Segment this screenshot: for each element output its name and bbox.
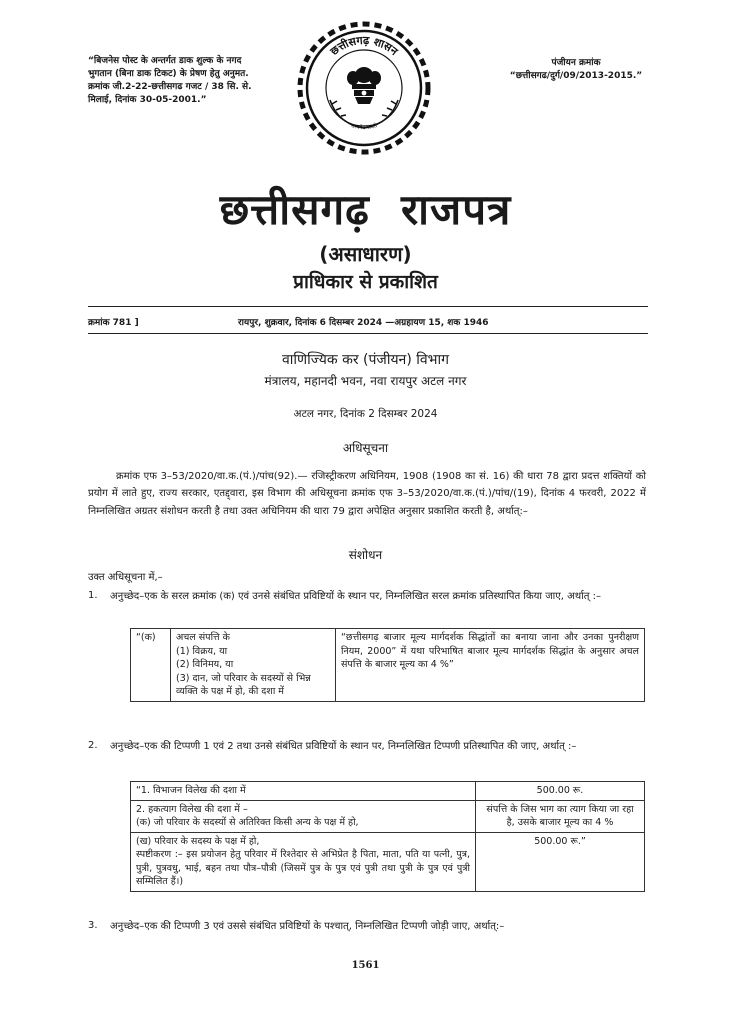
divider-top <box>88 306 648 307</box>
stamp-duty-table-2 <box>130 781 645 892</box>
property-line: अचल संपत्ति के <box>176 632 230 643</box>
property-cell <box>171 629 336 702</box>
item-text: अनुच्छेद–एक के सरल क्रमांक (क) एवं उनसे संबंधित प्रविष्टियों के स्थान पर, निम्नलिखित सरल क्रमांक प्रतिस्थापित किया जाए, अर्थात् :– <box>110 591 601 602</box>
table-row <box>131 800 645 832</box>
registration-block <box>486 57 666 83</box>
emblem-text-bottom: सत्यमेव जयते <box>350 123 378 132</box>
svg-text:सत्यमेव जयते <box>350 122 379 132</box>
page-number: 1561 <box>351 960 380 971</box>
department-address: मंत्रालय, महानदी भवन, नवा रायपुर अटल नगर <box>264 374 467 388</box>
table-row <box>131 629 645 702</box>
amount-cell: 500.00 रू.” <box>476 832 645 891</box>
description-line: 2. हकत्याग विलेख की दशा में – <box>136 803 248 815</box>
notification-paragraph: क्रमांक एफ 3–53/2020/वा.क.(पं.)/पांच(92).— रजिस्ट्रीकरण अधिनियम, 1908 (1908 का सं. 16) की धारा 78 द्वारा प्रदत्त शक्तियों को प्रयोग में लाते हुए, राज्य सरकार, एतद्द्वारा, इस विभाग की अधिसूचना क्रमांक एफ 3–53/2020/वा.क.(पं.)/पांच/(19), दिनांक 4 फरवरी, 2022 में निम्नलिखित अग्रतर संशोधन करती है तथा उक्त अधिनियम की धारा 79 द्वारा अपेक्षित अनुसार प्रकाशित करती है, अर्थात्:– <box>88 471 646 517</box>
registration-label: पंजीयन क्रमांक <box>551 58 601 68</box>
issue-date: रायपुर, शुक्रवार, दिनांक 6 दिसम्बर 2024 —अग्रहायण 15, शक 1946 <box>238 318 489 328</box>
item-text: अनुच्छेद–एक की टिप्पणी 3 एवं उससे संबंधित प्रविष्टियों के पश्चात्, निम्नलिखित टिप्पणी जोड़ी जाए, अर्थात्:– <box>110 921 505 932</box>
gazette-title: छत्तीसगढ़ राजपत्र <box>219 185 512 234</box>
item-number: 2. <box>88 740 98 751</box>
rate-cell: “छत्तीसगढ़ बाजार मूल्य मार्गदर्शक सिद्धांतों का बनाया जाना और उनका पुनरीक्षण नियम, 2000” में यथा परिभाषित बाजार मूल्य मार्गदर्शक सिद्धांत के अनुसार अचल संपत्ति के बाजार मूल्य का 4 %” <box>336 629 645 702</box>
item-text: अनुच्छेद–एक की टिप्पणी 1 एवं 2 तथा उनसे संबंधित प्रविष्टियों के स्थान पर, निम्नलिखित टिप्पणी प्रतिस्थापित की जाए, अर्थात् :– <box>110 741 577 752</box>
divider-bottom <box>88 333 648 334</box>
authority-label: प्राधिकार से प्रकाशित <box>293 271 438 293</box>
property-line: (3) दान, जो परिवार के सदस्यों से भिन्न व्यक्ति के पक्ष में हो, की दशा में <box>176 672 311 697</box>
extraordinary-label: (असाधारण) <box>319 242 412 266</box>
notification-heading: अधिसूचना <box>342 441 389 455</box>
state-emblem-icon <box>296 20 432 156</box>
registration-number: “छत्तीसगढ/दुर्ग/09/2013-2015.” <box>509 71 643 81</box>
item-number: 1. <box>88 590 98 601</box>
serial-cell: “(क) <box>131 629 171 702</box>
amount-cell: संपत्ति के जिस भाग का त्याग किया जा रहा है, उसके बाजार मूल्य का 4 % <box>476 800 645 832</box>
amount-cell: 500.00 रू. <box>476 782 645 801</box>
property-line: (2) विनिमय, या <box>176 659 234 670</box>
description-cell <box>131 832 476 891</box>
explanation-text: स्पष्टीकरण :– इस प्रयोजन हेतु परिवार में रिश्तेदार से अभिप्रेत है पिता, माता, पति या पत्नी, पुत्र, पुत्री, पुत्रवधु, भाई, बहन तथा पौत्र–पौत्री (जिसमें पुत्र के पुत्र एवं पुत्री तथा पुत्री के पुत्र एवं पुत्री सम्मिलित हैं।) <box>136 849 470 887</box>
notice-place-date: अटल नगर, दिनांक 2 दिसम्बर 2024 <box>293 408 438 420</box>
amendment-heading: संशोधन <box>348 548 383 562</box>
description-cell <box>131 800 476 832</box>
department-name: वाणिज्यिक कर (पंजीयन) विभाग <box>281 352 450 368</box>
description-cell: “1. विभाजन विलेख की दशा में <box>131 782 476 801</box>
item-number: 3. <box>88 920 98 931</box>
stamp-duty-table-1 <box>130 628 645 702</box>
property-line: (1) विक्रय, या <box>176 645 228 657</box>
description-line: (ख) परिवार के सदस्य के पक्ष में हो, <box>136 835 260 847</box>
postal-permit-note: “बिजनेस पोस्ट के अन्तर्गत डाक शुल्क के नगद भुगतान (बिना डाक टिकट) के प्रेषण हेतु अनुमत. क्रमांक जी.2-22-छत्तीसगढ गजट / 38 सि. से. मिलाई, दिनांक 30-05-2001.” <box>88 56 252 105</box>
amendment-intro: उक्त अधिसूचना में,– <box>88 572 163 583</box>
table-row <box>131 832 645 891</box>
table-row <box>131 782 645 801</box>
emblem-text-top: छत्तीसगढ़ शासन <box>327 33 401 58</box>
description-line: (क) जो परिवार के सदस्यों से अतिरिक्त किसी अन्य के पक्ष में हो, <box>136 817 359 828</box>
issue-number: क्रमांक 781 ] <box>88 318 139 328</box>
